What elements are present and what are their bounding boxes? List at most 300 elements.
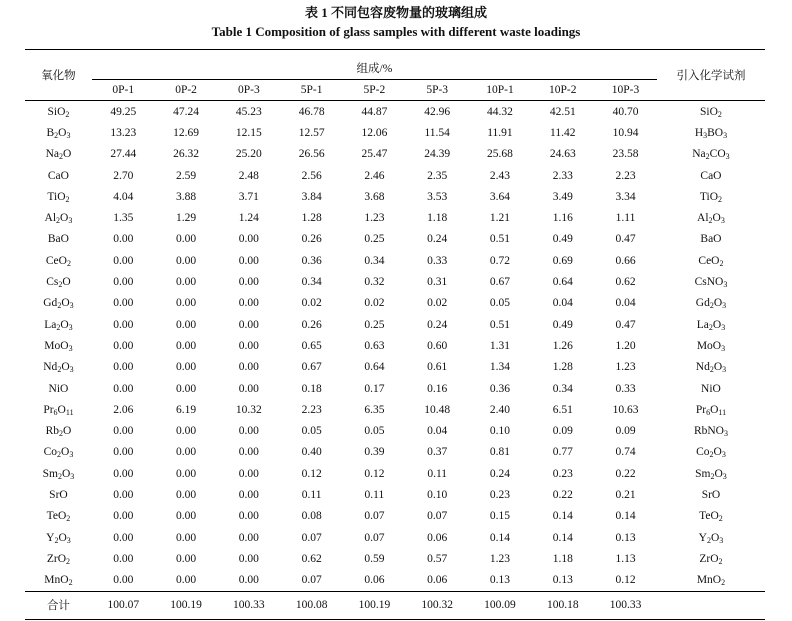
formula-text: BaO: [47, 233, 69, 246]
formula-text: Rb: [45, 425, 59, 438]
reagent-cell: [657, 506, 765, 527]
formula-text: Y: [698, 531, 707, 544]
value-cell: 0.13: [489, 574, 511, 587]
value-cell: 0.00: [238, 382, 259, 395]
total-reagent-empty: [657, 591, 765, 619]
value-cell: 0.00: [113, 574, 134, 587]
formula-text: O: [713, 446, 722, 459]
table-row: [25, 420, 765, 441]
value-cell: 0.77: [552, 446, 573, 459]
reagent-cell: [657, 335, 765, 356]
formula-text: Co: [696, 446, 710, 459]
value-cell: 0.08: [301, 510, 322, 523]
value-cell: 0.49: [552, 318, 573, 331]
header-sample-10p-2: 10P-2: [531, 80, 594, 101]
value-cell: 0.06: [427, 574, 448, 587]
value-cell: 0.07: [301, 531, 322, 544]
value-cell: 0.12: [615, 574, 636, 587]
oxide-cell: [25, 229, 92, 250]
formula-subscript: 3: [68, 343, 73, 353]
formula-text: O: [58, 126, 67, 139]
value-cell: 2.70: [113, 169, 134, 182]
value-cell: 0.00: [176, 318, 197, 331]
formula-subscript: 2: [57, 450, 61, 460]
table-row: [25, 548, 765, 569]
value-cell: 0.17: [364, 382, 385, 395]
table-row: [25, 484, 765, 505]
formula-subscript: 6: [706, 407, 711, 417]
formula-subscript: 3: [721, 343, 726, 353]
formula-text: B: [46, 126, 55, 139]
value-cell: 0.34: [364, 254, 385, 267]
value-cell: 0.04: [427, 425, 448, 438]
formula-subscript: 2: [718, 556, 723, 566]
table-row: [25, 144, 765, 165]
value-cell: 25.68: [487, 148, 513, 161]
formula-text: Nd: [695, 361, 710, 374]
formula-text: O: [713, 297, 723, 310]
value-cell: 25.47: [361, 148, 388, 161]
value-cell: 2.40: [489, 403, 511, 416]
value-cell: 0.25: [364, 318, 385, 331]
formula-subscript: 3: [70, 471, 75, 481]
oxide-cell: [25, 484, 92, 505]
value-cell: 6.35: [364, 403, 385, 416]
reagent-cell: [657, 357, 765, 378]
value-cell: 0.16: [427, 382, 448, 395]
formula-text: TiO: [699, 190, 719, 203]
value-cell: 0.24: [489, 467, 511, 480]
formula-subscript: 2: [58, 280, 63, 290]
formula-text: SiO: [47, 105, 66, 118]
value-cell: 0.00: [176, 339, 197, 352]
header-sample-5p-3: 5P-3: [406, 80, 469, 101]
header-sample-5p-1: 5P-1: [280, 80, 343, 101]
value-cell: 1.16: [552, 212, 573, 225]
value-cell: 0.40: [301, 446, 322, 459]
value-cell: 0.65: [301, 339, 322, 352]
value-cell: 0.00: [238, 552, 259, 565]
formula-text: O: [60, 212, 69, 225]
oxide-cell: [25, 101, 92, 123]
reagent-cell: [657, 165, 765, 186]
formula-text: CaO: [47, 169, 69, 182]
table-row: [25, 271, 765, 292]
value-cell: 0.00: [113, 318, 134, 331]
value-cell: 0.14: [552, 531, 573, 544]
value-cell: 1.24: [238, 212, 259, 225]
formula-text: TeO: [699, 510, 719, 523]
value-cell: 0.39: [364, 446, 385, 459]
table-row: [25, 506, 765, 527]
value-cell: 0.23: [552, 467, 573, 480]
formula-subscript: 2: [705, 152, 710, 162]
value-cell: 1.28: [301, 212, 322, 225]
formula-subscript: 6: [53, 407, 58, 417]
formula-text: O: [710, 403, 719, 416]
value-cell: 3.84: [301, 190, 322, 203]
value-cell: 0.11: [301, 488, 322, 501]
formula-text: O: [63, 148, 72, 161]
formula-subscript: 2: [65, 194, 70, 204]
value-cell: 0.51: [489, 318, 511, 331]
formula-text: O: [61, 361, 70, 374]
reagent-cell: [657, 207, 765, 228]
value-cell: 13.23: [110, 126, 137, 139]
value-cell: 3.34: [615, 190, 636, 203]
value-cell: 0.00: [176, 446, 197, 459]
reagent-cell: [657, 314, 765, 335]
value-cell: 0.47: [615, 318, 636, 331]
formula-subscript: 11: [718, 407, 727, 417]
value-cell: 0.04: [552, 297, 573, 310]
oxide-cell: [25, 420, 92, 441]
table-row: [25, 186, 765, 207]
total-value-cell: 100.33: [217, 591, 280, 619]
table-row: [25, 314, 765, 335]
value-cell: 2.23: [301, 403, 322, 416]
value-cell: 0.00: [113, 361, 134, 374]
formula-text: MnO: [696, 574, 722, 587]
value-cell: 12.15: [235, 126, 262, 139]
formula-text: O: [61, 446, 70, 459]
value-cell: 0.00: [113, 233, 134, 246]
reagent-cell: [657, 250, 765, 271]
value-cell: 0.13: [552, 574, 573, 587]
value-cell: 0.00: [238, 233, 259, 246]
reagent-cell: [657, 442, 765, 463]
reagent-cell: [657, 378, 765, 399]
value-cell: 0.00: [176, 233, 197, 246]
formula-subscript: 2: [708, 216, 713, 226]
formula-subscript: 3: [723, 429, 728, 439]
value-cell: 0.69: [552, 254, 573, 267]
value-cell: 0.00: [238, 276, 259, 289]
formula-subscript: 3: [66, 535, 71, 545]
formula-text: O: [57, 403, 66, 416]
value-cell: 0.00: [176, 382, 197, 395]
header-oxide: 氧化物: [25, 50, 92, 101]
formula-text: Na: [45, 148, 59, 161]
formula-text: MnO: [44, 574, 69, 587]
formula-text: Al: [44, 212, 57, 225]
header-sample-0p-1: 0P-1: [92, 80, 155, 101]
value-cell: 3.53: [427, 190, 448, 203]
formula-subscript: 2: [718, 514, 723, 524]
composition-table: [25, 49, 765, 620]
formula-text: La: [696, 318, 709, 331]
value-cell: 2.43: [489, 169, 511, 182]
value-cell: 44.32: [487, 105, 513, 118]
value-cell: 0.00: [176, 297, 197, 310]
formula-text: O: [60, 318, 69, 331]
oxide-cell: [25, 548, 92, 569]
value-cell: 0.11: [364, 488, 385, 501]
value-cell: 10.63: [612, 403, 639, 416]
formula-subscript: 3: [721, 450, 726, 460]
formula-subscript: 3: [722, 301, 727, 311]
table-row: [25, 570, 765, 592]
formula-text: CeO: [698, 254, 720, 267]
value-cell: 12.69: [173, 126, 199, 139]
value-cell: 0.02: [364, 297, 385, 310]
header-reagent: 引入化学试剂: [657, 50, 765, 101]
value-cell: 25.20: [235, 148, 262, 161]
value-cell: 11.91: [487, 126, 513, 139]
value-cell: 0.00: [176, 276, 197, 289]
table-row: [25, 399, 765, 420]
table-title-english: Table 1 Composition of glass samples with different waste loadings: [211, 24, 581, 39]
value-cell: 0.00: [176, 425, 197, 438]
formula-subscript: 2: [66, 556, 71, 566]
value-cell: 1.35: [113, 212, 134, 225]
value-cell: 2.35: [427, 169, 448, 182]
formula-subscript: 3: [722, 365, 727, 375]
value-cell: 0.00: [113, 552, 134, 565]
value-cell: 0.67: [489, 276, 511, 289]
value-cell: 0.72: [489, 254, 511, 267]
formula-text: ZrO: [46, 552, 67, 565]
formula-text: Pr: [43, 403, 54, 416]
formula-subscript: 2: [57, 365, 62, 375]
value-cell: 1.18: [427, 212, 448, 225]
formula-text: O: [61, 467, 71, 480]
value-cell: 3.49: [552, 190, 573, 203]
value-cell: 6.51: [552, 403, 573, 416]
reagent-cell: [657, 186, 765, 207]
formula-text: MoO: [44, 339, 69, 352]
total-row: [25, 591, 765, 619]
value-cell: 0.00: [113, 446, 134, 459]
formula-text: BaO: [700, 233, 722, 246]
value-cell: 2.23: [615, 169, 636, 182]
formula-subscript: 3: [721, 322, 726, 332]
table-row: [25, 357, 765, 378]
total-value-cell: 100.18: [531, 591, 594, 619]
formula-text: O: [712, 212, 721, 225]
value-cell: 0.00: [113, 297, 134, 310]
value-cell: 0.49: [552, 233, 573, 246]
oxide-cell: [25, 463, 92, 484]
formula-text: RbNO: [693, 425, 724, 438]
value-cell: 3.64: [489, 190, 511, 203]
value-cell: 0.00: [113, 425, 134, 438]
formula-subscript: 3: [69, 301, 74, 311]
value-cell: 0.22: [552, 488, 573, 501]
formula-subscript: 3: [720, 216, 725, 226]
value-cell: 0.02: [301, 297, 322, 310]
table-row: [25, 101, 765, 123]
formula-subscript: 2: [54, 535, 59, 545]
reagent-cell: [657, 399, 765, 420]
value-cell: 12.57: [298, 126, 325, 139]
oxide-cell: [25, 335, 92, 356]
value-cell: 0.57: [427, 552, 448, 565]
value-cell: 0.00: [238, 361, 259, 374]
document-page: [0, 4, 792, 621]
value-cell: 0.00: [238, 339, 259, 352]
value-cell: 0.14: [552, 510, 573, 523]
value-cell: 0.00: [113, 467, 134, 480]
value-cell: 0.00: [238, 297, 259, 310]
value-cell: 0.00: [113, 531, 134, 544]
formula-subscript: 3: [722, 471, 727, 481]
value-cell: 0.33: [427, 254, 448, 267]
oxide-cell: [25, 250, 92, 271]
total-value-cell: 100.33: [594, 591, 657, 619]
value-cell: 0.00: [113, 510, 134, 523]
table-row: [25, 250, 765, 271]
table-row: [25, 463, 765, 484]
formula-subscript: 2: [54, 130, 59, 140]
value-cell: 0.07: [301, 574, 322, 587]
value-cell: 0.00: [113, 488, 134, 501]
value-cell: 1.13: [615, 552, 636, 565]
formula-subscript: 2: [719, 258, 724, 268]
formula-text: O: [714, 467, 723, 480]
value-cell: 0.00: [176, 531, 197, 544]
table-row: [25, 165, 765, 186]
formula-subscript: 2: [708, 322, 713, 332]
value-cell: 26.56: [298, 148, 325, 161]
value-cell: 2.59: [176, 169, 197, 182]
value-cell: 0.14: [615, 510, 636, 523]
formula-text: TiO: [47, 190, 66, 203]
oxide-cell: [25, 357, 92, 378]
value-cell: 0.00: [176, 488, 197, 501]
formula-subscript: 2: [57, 301, 62, 311]
formula-subscript: 2: [57, 471, 62, 481]
value-cell: 4.04: [113, 190, 134, 203]
value-cell: 0.00: [238, 488, 259, 501]
value-cell: 1.34: [489, 361, 511, 374]
value-cell: 0.00: [176, 361, 197, 374]
value-cell: 0.00: [238, 510, 259, 523]
table-row: [25, 229, 765, 250]
reagent-cell: [657, 527, 765, 548]
formula-subscript: 2: [56, 216, 61, 226]
total-value-cell: 100.19: [343, 591, 406, 619]
reagent-cell: [657, 484, 765, 505]
table-row: [25, 442, 765, 463]
value-cell: 42.96: [424, 105, 451, 118]
formula-text: MoO: [696, 339, 722, 352]
formula-text: O: [63, 425, 72, 438]
formula-subscript: 2: [59, 429, 63, 439]
value-cell: 0.05: [301, 425, 322, 438]
value-cell: 0.26: [301, 318, 322, 331]
oxide-cell: [25, 144, 92, 165]
table-row: [25, 207, 765, 228]
oxide-cell: [25, 207, 92, 228]
value-cell: 6.19: [176, 403, 197, 416]
reagent-cell: [657, 229, 765, 250]
value-cell: 0.10: [489, 425, 511, 438]
oxide-cell: [25, 570, 92, 592]
value-cell: 3.88: [176, 190, 197, 203]
formula-subscript: 3: [66, 130, 71, 140]
formula-text: Gd: [43, 297, 58, 310]
formula-text: Gd: [695, 297, 710, 310]
formula-text: O: [61, 297, 70, 310]
value-cell: 10.48: [424, 403, 451, 416]
formula-text: CeO: [45, 254, 67, 267]
total-value-cell: 100.08: [280, 591, 343, 619]
table-title-chinese: 表 1 不同包容废物量的玻璃组成: [304, 5, 487, 20]
formula-subscript: 2: [65, 109, 70, 119]
table-row: [25, 335, 765, 356]
header-sample-5p-2: 5P-2: [343, 80, 406, 101]
total-value-cell: 100.32: [406, 591, 469, 619]
formula-subscript: 3: [703, 130, 708, 140]
value-cell: 10.32: [235, 403, 262, 416]
header-sample-0p-2: 0P-2: [155, 80, 218, 101]
formula-text: H: [694, 126, 704, 139]
value-cell: 0.05: [364, 425, 385, 438]
header-sample-10p-1: 10P-1: [469, 80, 532, 101]
value-cell: 0.09: [615, 425, 636, 438]
value-cell: 0.64: [364, 361, 385, 374]
value-cell: 24.63: [549, 148, 576, 161]
value-cell: 0.07: [364, 531, 385, 544]
oxide-cell: [25, 314, 92, 335]
formula-subscript: 3: [68, 322, 73, 332]
value-cell: 0.07: [427, 510, 448, 523]
value-cell: 1.31: [489, 339, 511, 352]
value-cell: 0.07: [364, 510, 385, 523]
value-cell: 0.00: [238, 574, 259, 587]
value-cell: 0.21: [615, 488, 636, 501]
value-cell: 0.00: [113, 382, 134, 395]
formula-subscript: 2: [709, 450, 714, 460]
value-cell: 1.20: [615, 339, 636, 352]
formula-subscript: 2: [709, 365, 714, 375]
formula-text: TeO: [46, 510, 67, 523]
value-cell: 3.68: [364, 190, 385, 203]
formula-text: CaO: [700, 169, 722, 182]
value-cell: 0.14: [489, 531, 511, 544]
value-cell: 0.74: [615, 446, 636, 459]
oxide-cell: [25, 399, 92, 420]
formula-text: O: [58, 531, 67, 544]
formula-subscript: 3: [723, 130, 728, 140]
formula-subscript: 2: [66, 258, 71, 268]
formula-text: Cs: [46, 276, 59, 289]
formula-subscript: 2: [56, 322, 61, 332]
formula-text: SrO: [49, 488, 68, 501]
reagent-cell: [657, 271, 765, 292]
value-cell: 0.10: [427, 488, 448, 501]
value-cell: 0.12: [301, 467, 322, 480]
formula-text: CO: [709, 148, 726, 161]
value-cell: 0.00: [176, 254, 197, 267]
formula-subscript: 2: [710, 471, 715, 481]
formula-text: O: [713, 361, 723, 374]
value-cell: 0.60: [427, 339, 448, 352]
value-cell: 0.00: [113, 254, 134, 267]
formula-text: Na: [692, 148, 706, 161]
table-row: [25, 293, 765, 314]
value-cell: 0.23: [489, 488, 511, 501]
formula-subscript: 2: [718, 194, 723, 204]
oxide-cell: [25, 527, 92, 548]
value-cell: 2.06: [113, 403, 134, 416]
value-cell: 10.94: [612, 126, 639, 139]
oxide-cell: [25, 271, 92, 292]
formula-text: NiO: [48, 382, 69, 395]
reagent-cell: [657, 122, 765, 143]
formula-subscript: 2: [717, 109, 722, 119]
